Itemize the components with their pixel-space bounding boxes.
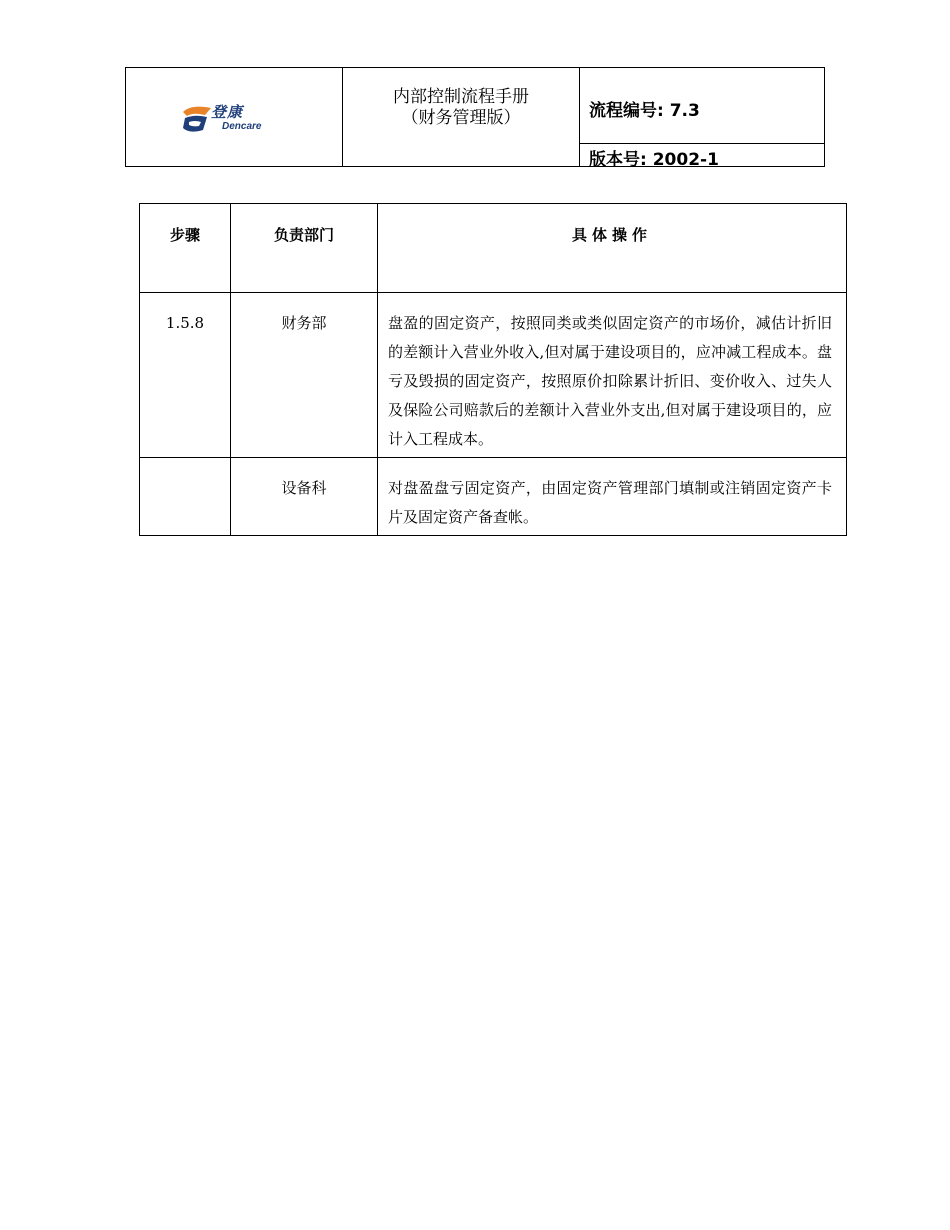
logo-chinese-text: 登康 [211,103,244,121]
manual-title-line2: （财务管理版） [401,108,521,128]
step-cell: 1.5.8 [140,293,231,458]
process-code: 流程编号: 7.3 [580,68,824,144]
procedure-table [139,203,847,536]
company-logo [181,102,281,136]
version-number: 版本号: 2002-1 [589,150,719,170]
step-cell [140,458,231,536]
header-dept: 负责部门 [231,204,378,293]
table-header-row [140,204,847,293]
dept-cell: 设备科 [231,458,378,536]
manual-title [343,68,580,166]
header-operation: 具体操作 [378,204,847,293]
dept-cell: 财务部 [231,293,378,458]
logo-mark-icon [181,104,215,134]
operation-cell: 盘盈的固定资产，按照同类或类似固定资产的市场价，减估计折旧的差额计入营业外收入,但对属于建设项目的，应冲减工程成本。盘亏及毁损的固定资产，按照原价扣除累计折旧、变价收入、过失人及保险公司赔款后的差额计入营业外支出,但对属于建设项目的，应计入工程成本。 [378,293,847,458]
logo-english-text: Dencare [222,121,262,132]
table-row [140,293,847,458]
table-row [140,458,847,536]
manual-title-line1: 内部控制流程手册 [393,87,529,107]
operation-cell: 对盘盈盘亏固定资产，由固定资产管理部门填制或注销固定资产卡片及固定资产备查帐。 [378,458,847,536]
logo-cell [126,68,343,166]
header-step: 步骤 [140,204,231,293]
document-header [125,67,825,170]
